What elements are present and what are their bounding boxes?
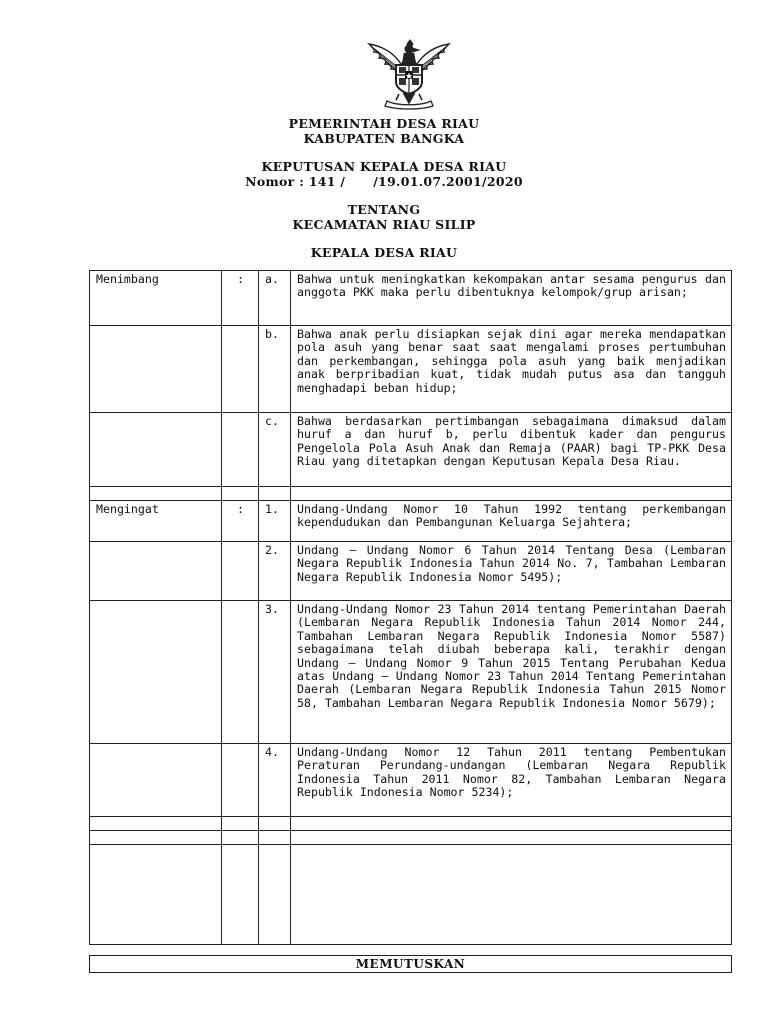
regency-name: KABUPATEN BANGKA [303,131,465,146]
item-text: Undang-Undang Nomor 23 Tahun 2014 tentang Pemerintahan Daerah (Lembaran Negara Republik Indonesia Tahun 2014 Nomor 244, Tambahan Lembaran Negara Republik Indonesia Nomor 5587) sebagaimana telah diubah beberapa kali, terakhir dengan Undang – Undang Nomor 9 Tahun 2015 Tentang Perubahan Kedua atas Undang – Undang Nomor 23 Tahun 2014 Tentang Pemerintahan Daerah (Lembaran Negara Republik Indonesia Tahun 2015 Nomor 58, Tambahan Lembaran Negara Republik Indonesia Nomor 5679); [291,601,732,744]
considerations-table [89,270,732,945]
item-marker: 4. [259,744,291,817]
section-label: Mengingat [90,501,222,542]
item-text: Undang – Undang Nomor 6 Tahun 2014 Tentang Desa (Lembaran Negara Republik Indonesia Tahun 2014 No. 7, Tambahan Lembaran Negara Republik Indonesia Nomor 5495); [291,542,732,601]
decree-number: Nomor : 141 / /19.01.07.2001/2020 [245,174,523,189]
memutuskan-heading: MEMUTUSKAN [89,955,732,973]
spacer-row [90,845,732,945]
spacer-row [90,817,732,831]
table-row [90,326,732,413]
decree-title: KEPUTUSAN KEPALA DESA RIAU [261,159,507,174]
item-marker: c. [259,413,291,487]
section-label: Menimbang [90,271,222,326]
table-row [90,413,732,487]
table-row [90,601,732,744]
table-row [90,271,732,326]
item-marker: 1. [259,501,291,542]
garuda-emblem-icon [363,38,455,110]
table-row [90,542,732,601]
spacer-row [90,831,732,845]
item-marker: 2. [259,542,291,601]
item-marker: 3. [259,601,291,744]
section-colon: : [222,271,259,326]
tentang-label: TENTANG [347,202,421,217]
decree-subject: KECAMATAN RIAU SILIP [292,217,476,232]
item-marker: b. [259,326,291,413]
table-row [90,744,732,817]
item-text: Bahwa untuk meningkatkan kekompakan antar sesama pengurus dan anggota PKK maka perlu dibentuknya kelompok/grup arisan; [291,271,732,326]
section-colon: : [222,501,259,542]
table-row [90,501,732,542]
spacer-row [90,487,732,501]
item-text: Undang-Undang Nomor 12 Tahun 2011 tentang Pembentukan Peraturan Perundang-undangan (Lembaran Negara Republik Indonesia Tahun 2011 Nomor 82, Tambahan Lembaran Negara Republik Indonesia Nomor 5234); [291,744,732,817]
government-name: PEMERINTAH DESA RIAU [288,116,480,131]
item-text: Bahwa berdasarkan pertimbangan sebagaimana dimaksud dalam huruf a dan huruf b, perlu dibentuk kader dan pengurus Pengelola Pola Asuh Anak dan Remaja (PAAR) bagi TP-PKK Desa Riau yang ditetapkan dengan Keputusan Kepala Desa Riau. [291,413,732,487]
authority-title: KEPALA DESA RIAU [310,245,458,260]
item-text: Bahwa anak perlu disiapkan sejak dini agar mereka mendapatkan pola asuh yang benar saat saat mengalami proses pertumbuhan dan perkembangan, sehingga pola asuh yang baik menjadikan anak berpribadian kuat, tidak mudah putus asa dan tangguh menghadapi beban hidup; [291,326,732,413]
item-marker: a. [259,271,291,326]
item-text: Undang-Undang Nomor 10 Tahun 1992 tentang perkembangan kependudukan dan Pembangunan Keluarga Sejahtera; [291,501,732,542]
